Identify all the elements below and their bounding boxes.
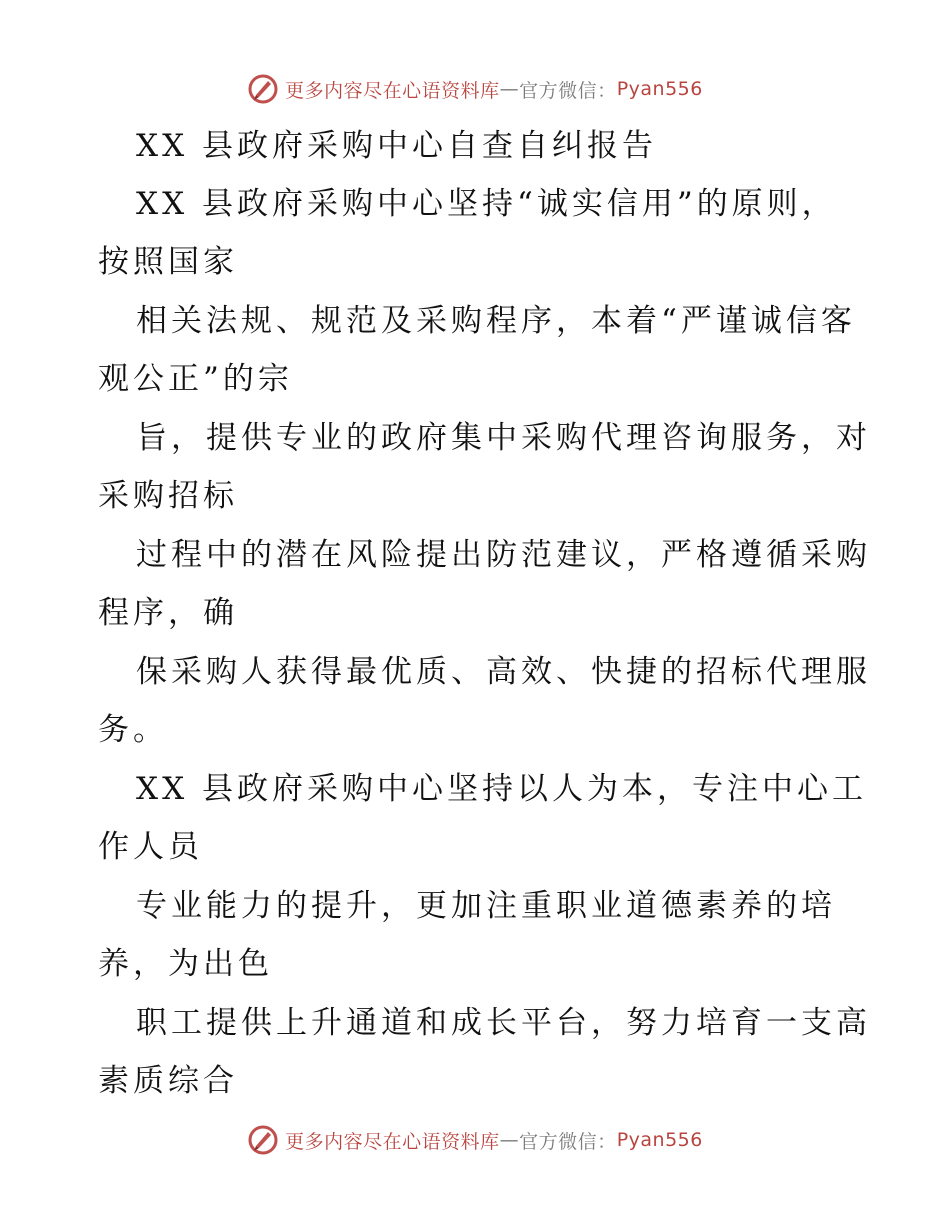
banner-official-label: 官方微信： <box>519 79 617 102</box>
paragraph-line: 程序，确 <box>98 595 238 631</box>
paragraph-line: 作人员 <box>98 829 203 865</box>
header-watermark-banner <box>0 69 950 109</box>
paragraph-line: 按照国家 <box>98 244 238 280</box>
brush-seal-icon <box>247 73 279 105</box>
brush-seal-icon <box>247 1124 279 1156</box>
paragraph-line: XX 县政府采购中心坚持“诚实信用”的原则， <box>136 186 837 222</box>
footer-watermark-banner <box>0 1120 950 1160</box>
paragraph-line: 采购招标 <box>98 478 238 514</box>
banner-separator: — <box>499 78 520 100</box>
banner-official-label: 官方微信： <box>519 1130 617 1153</box>
paragraph-line: 保采购人获得最优质、高效、快捷的招标代理服 <box>136 654 871 690</box>
banner-wechat-id: Pyan556 <box>616 78 703 100</box>
banner-wechat-id: Pyan556 <box>616 1129 703 1151</box>
banner-main-text: 更多内容尽在心语资料库 <box>285 79 500 102</box>
paragraph-line: 旨，提供专业的政府集中采购代理咨询服务，对 <box>136 420 871 456</box>
paragraph-line: 职工提供上升通道和成长平台，努力培育一支高 <box>136 1005 871 1041</box>
paragraph-line: 专业能力的提升，更加注重职业道德素养的培 <box>136 888 836 924</box>
paragraph-line: XX 县政府采购中心坚持以人为本，专注中心工 <box>136 771 867 807</box>
banner-separator: — <box>499 1129 520 1151</box>
document-title: XX 县政府采购中心自查自纠报告 <box>136 128 657 164</box>
paragraph-line: 观公正”的宗 <box>98 361 293 397</box>
paragraph-line: 相关法规、规范及采购程序，本着“严谨诚信客 <box>136 303 856 339</box>
paragraph-line: 养，为出色 <box>98 946 273 982</box>
banner-main-text: 更多内容尽在心语资料库 <box>285 1130 500 1153</box>
paragraph-line: 务。 <box>98 712 168 748</box>
paragraph-line: 素质综合 <box>98 1063 238 1099</box>
paragraph-line: 过程中的潜在风险提出防范建议，严格遵循采购 <box>136 537 871 573</box>
